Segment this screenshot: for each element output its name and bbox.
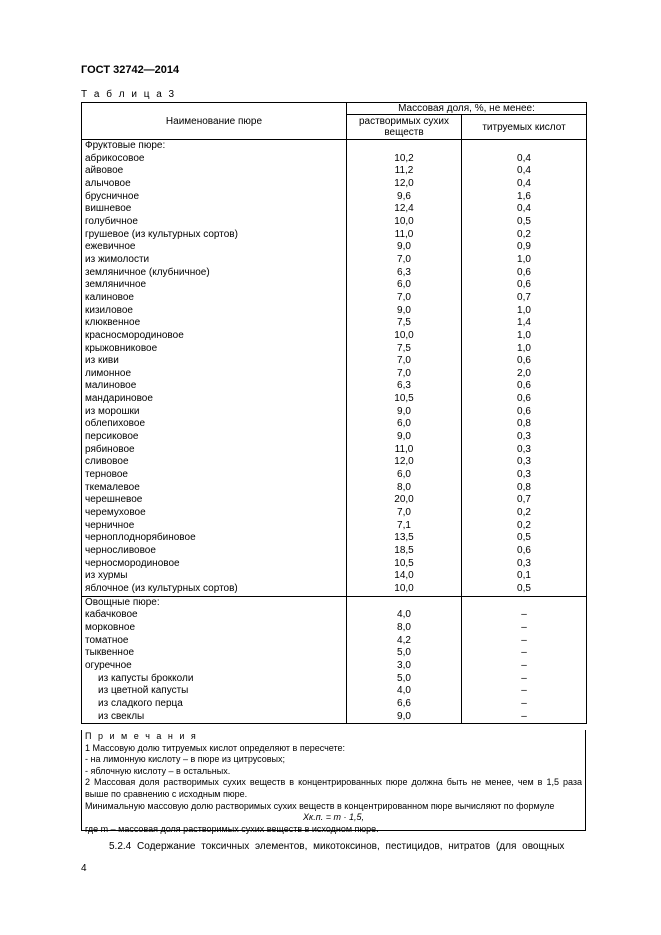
- row-acid-value: 0,3: [462, 456, 587, 469]
- row-acid-value: –: [462, 622, 587, 635]
- row-acid-value: –: [462, 698, 587, 711]
- row-acid-value: 0,2: [462, 507, 587, 520]
- row-dry-value: 4,0: [347, 609, 462, 622]
- row-name: томатное: [82, 635, 347, 648]
- row-dry-value: 6,0: [347, 279, 462, 292]
- row-dry-value: 9,6: [347, 191, 462, 204]
- puree-table: [81, 102, 587, 724]
- table-row: [82, 698, 587, 711]
- row-dry-value: 7,0: [347, 507, 462, 520]
- row-acid-value: 0,9: [462, 241, 587, 254]
- table-row: [82, 229, 587, 242]
- row-acid-value: –: [462, 635, 587, 648]
- row-dry-value: 5,0: [347, 647, 462, 660]
- table-row: [82, 305, 587, 318]
- row-dry-value: 10,5: [347, 558, 462, 571]
- row-dry-value: 7,0: [347, 355, 462, 368]
- section-veg-header: Овощные пюре:: [82, 596, 347, 609]
- row-dry-value: 6,0: [347, 469, 462, 482]
- table-row: [82, 216, 587, 229]
- row-dry-value: 6,6: [347, 698, 462, 711]
- table-notes: [81, 730, 586, 834]
- row-name: черемуховое: [82, 507, 347, 520]
- row-name: из жимолости: [82, 254, 347, 267]
- table-row: [82, 456, 587, 469]
- row-dry-value: 6,3: [347, 267, 462, 280]
- row-acid-value: 0,3: [462, 469, 587, 482]
- row-dry-value: 8,0: [347, 622, 462, 635]
- table-row: [82, 685, 587, 698]
- row-acid-value: 0,4: [462, 203, 587, 216]
- row-acid-value: 0,8: [462, 482, 587, 495]
- table-row: [82, 545, 587, 558]
- row-dry-value: 6,3: [347, 380, 462, 393]
- table-row: [82, 406, 587, 419]
- row-name: из цветной капусты: [82, 685, 347, 698]
- row-dry-value: 9,0: [347, 406, 462, 419]
- row-acid-value: 0,6: [462, 355, 587, 368]
- table-row: [82, 558, 587, 571]
- table-row: [82, 380, 587, 393]
- row-dry-value: 7,0: [347, 368, 462, 381]
- row-name: черноплоднорябиновое: [82, 532, 347, 545]
- row-dry-value: 7,1: [347, 520, 462, 533]
- row-name: черешневое: [82, 494, 347, 507]
- row-acid-value: 0,5: [462, 583, 587, 596]
- row-name: из морошки: [82, 406, 347, 419]
- row-dry-value: 4,0: [347, 685, 462, 698]
- row-acid-value: 0,2: [462, 520, 587, 533]
- table-row: [82, 431, 587, 444]
- row-acid-value: –: [462, 660, 587, 673]
- table-row: [82, 254, 587, 267]
- row-dry-value: 10,5: [347, 393, 462, 406]
- row-name: яблочное (из культурных сортов): [82, 583, 347, 596]
- row-dry-value: 10,0: [347, 330, 462, 343]
- table-row: [82, 393, 587, 406]
- row-acid-value: 1,0: [462, 254, 587, 267]
- row-name: ежевичное: [82, 241, 347, 254]
- row-dry-value: 7,5: [347, 317, 462, 330]
- table-row: [82, 418, 587, 431]
- row-dry-value: 9,0: [347, 711, 462, 724]
- row-dry-value: 5,0: [347, 673, 462, 686]
- notes-title: П р и м е ч а н и я: [85, 731, 198, 741]
- row-dry-value: 12,0: [347, 456, 462, 469]
- table-row: [82, 355, 587, 368]
- section-fruit-header: Фруктовые пюре:: [82, 140, 347, 153]
- row-acid-value: –: [462, 685, 587, 698]
- row-acid-value: 0,5: [462, 216, 587, 229]
- row-acid-value: 0,6: [462, 267, 587, 280]
- row-dry-value: 9,0: [347, 305, 462, 318]
- table-row: [82, 444, 587, 457]
- row-name: облепиховое: [82, 418, 347, 431]
- formula: Xк.п. = m · 1,5,: [303, 812, 364, 823]
- row-acid-value: 1,4: [462, 317, 587, 330]
- row-name: огуречное: [82, 660, 347, 673]
- row-name: из хурмы: [82, 570, 347, 583]
- row-name: клюквенное: [82, 317, 347, 330]
- table-caption: Т а б л и ц а 3: [81, 89, 177, 100]
- row-name: сливовое: [82, 456, 347, 469]
- row-acid-value: 1,0: [462, 343, 587, 356]
- row-acid-value: –: [462, 609, 587, 622]
- row-dry-value: 20,0: [347, 494, 462, 507]
- table-row: [82, 507, 587, 520]
- row-name: из свеклы: [82, 711, 347, 724]
- table-row: [82, 482, 587, 495]
- row-dry-value: 10,0: [347, 216, 462, 229]
- row-name: из киви: [82, 355, 347, 368]
- row-dry-value: 13,5: [347, 532, 462, 545]
- row-acid-value: 0,2: [462, 229, 587, 242]
- table-row: [82, 520, 587, 533]
- row-dry-value: 10,0: [347, 583, 462, 596]
- row-name: мандариновое: [82, 393, 347, 406]
- table-row: [82, 267, 587, 280]
- table-row: [82, 279, 587, 292]
- row-dry-value: 9,0: [347, 241, 462, 254]
- row-name: ткемалевое: [82, 482, 347, 495]
- row-acid-value: 0,6: [462, 393, 587, 406]
- row-name: алычовое: [82, 178, 347, 191]
- row-acid-value: 0,7: [462, 292, 587, 305]
- table-row: [82, 292, 587, 305]
- table-row: [82, 343, 587, 356]
- table-row: [82, 153, 587, 166]
- col-header-dry: растворимых сухих веществ: [347, 115, 462, 140]
- note-3: Минимальную массовую долю растворимых сухих веществ в концентрированном пюре вычисляют по формуле: [85, 800, 555, 811]
- row-dry-value: 6,0: [347, 418, 462, 431]
- row-acid-value: 0,3: [462, 431, 587, 444]
- row-dry-value: 12,0: [347, 178, 462, 191]
- row-acid-value: 0,4: [462, 153, 587, 166]
- table-row: [82, 241, 587, 254]
- row-name: земляничное: [82, 279, 347, 292]
- row-name: вишневое: [82, 203, 347, 216]
- row-name: терновое: [82, 469, 347, 482]
- page-number: 4: [81, 863, 87, 874]
- table-row: [82, 711, 587, 724]
- row-name: лимонное: [82, 368, 347, 381]
- table-row: [82, 469, 587, 482]
- row-name: рябиновое: [82, 444, 347, 457]
- note-1a: - на лимонную кислоту – в пюре из цитрусовых;: [85, 754, 286, 765]
- row-acid-value: –: [462, 711, 587, 724]
- row-dry-value: 8,0: [347, 482, 462, 495]
- row-dry-value: 11,0: [347, 229, 462, 242]
- row-dry-value: 7,5: [347, 343, 462, 356]
- row-acid-value: 0,3: [462, 444, 587, 457]
- row-name: черничное: [82, 520, 347, 533]
- row-acid-value: 0,3: [462, 558, 587, 571]
- row-acid-value: 1,0: [462, 330, 587, 343]
- table-row: [82, 570, 587, 583]
- table-row: [82, 647, 587, 660]
- row-name: тыквенное: [82, 647, 347, 660]
- table-row: [82, 317, 587, 330]
- row-name: морковное: [82, 622, 347, 635]
- row-name: земляничное (клубничное): [82, 267, 347, 280]
- row-dry-value: 12,4: [347, 203, 462, 216]
- table-row: [82, 622, 587, 635]
- row-name: малиновое: [82, 380, 347, 393]
- row-acid-value: 0,6: [462, 380, 587, 393]
- row-acid-value: 0,4: [462, 165, 587, 178]
- row-acid-value: 0,4: [462, 178, 587, 191]
- row-acid-value: 0,6: [462, 545, 587, 558]
- table-row: [82, 330, 587, 343]
- row-dry-value: 14,0: [347, 570, 462, 583]
- table-row: [82, 635, 587, 648]
- row-acid-value: 0,8: [462, 418, 587, 431]
- col-header-acid: титруемых кислот: [462, 115, 587, 140]
- row-name: черносмородиновое: [82, 558, 347, 571]
- table-row: [82, 673, 587, 686]
- row-name: голубичное: [82, 216, 347, 229]
- row-acid-value: 1,6: [462, 191, 587, 204]
- row-dry-value: 9,0: [347, 431, 462, 444]
- note-1: 1 Массовую долю титруемых кислот определяют в пересчете:: [85, 742, 346, 753]
- row-name: персиковое: [82, 431, 347, 444]
- row-name: из капусты брокколи: [82, 673, 347, 686]
- note-1b: - яблочную кислоту – в остальных.: [85, 765, 231, 776]
- table-row: [82, 494, 587, 507]
- row-acid-value: 0,5: [462, 532, 587, 545]
- row-name: из сладкого перца: [82, 698, 347, 711]
- row-acid-value: 0,6: [462, 406, 587, 419]
- row-acid-value: 0,1: [462, 570, 587, 583]
- row-acid-value: 0,6: [462, 279, 587, 292]
- row-dry-value: 18,5: [347, 545, 462, 558]
- table-row: [82, 203, 587, 216]
- row-dry-value: 11,0: [347, 444, 462, 457]
- row-name: черносливовое: [82, 545, 347, 558]
- row-acid-value: –: [462, 647, 587, 660]
- row-dry-value: 7,0: [347, 254, 462, 267]
- row-name: кабачковое: [82, 609, 347, 622]
- row-name: калиновое: [82, 292, 347, 305]
- table-row: [82, 660, 587, 673]
- row-acid-value: 2,0: [462, 368, 587, 381]
- table-row: [82, 178, 587, 191]
- table-row: [82, 532, 587, 545]
- row-acid-value: 1,0: [462, 305, 587, 318]
- row-name: абрикосовое: [82, 153, 347, 166]
- row-name: крыжовниковое: [82, 343, 347, 356]
- section-paragraph: 5.2.4 Содержание токсичных элементов, микотоксинов, пестицидов, нитратов (для овощных: [109, 841, 565, 852]
- document-code: ГОСТ 32742—2014: [81, 64, 180, 76]
- row-dry-value: 10,2: [347, 153, 462, 166]
- col-header-group: Массовая доля, %, не менее:: [347, 103, 587, 115]
- row-acid-value: 0,7: [462, 494, 587, 507]
- formula-where: где m – массовая доля растворимых сухих веществ в исходном пюре.: [85, 823, 379, 834]
- table-row: [82, 368, 587, 381]
- col-header-name: Наименование пюре: [82, 103, 347, 140]
- row-name: грушевое (из культурных сортов): [82, 229, 347, 242]
- table-row: [82, 609, 587, 622]
- table-row: [82, 165, 587, 178]
- row-dry-value: 7,0: [347, 292, 462, 305]
- row-acid-value: –: [462, 673, 587, 686]
- table-row: [82, 583, 587, 596]
- row-name: брусничное: [82, 191, 347, 204]
- row-name: айвовое: [82, 165, 347, 178]
- row-dry-value: 11,2: [347, 165, 462, 178]
- row-name: кизиловое: [82, 305, 347, 318]
- table-row: [82, 191, 587, 204]
- row-dry-value: 4,2: [347, 635, 462, 648]
- row-name: красносмородиновое: [82, 330, 347, 343]
- row-dry-value: 3,0: [347, 660, 462, 673]
- note-2: 2 Массовая доля растворимых сухих веществ в концентрированных пюре должна быть не менее, чем в 1,5 раза выше по сравнению с исходным пюре.: [85, 777, 582, 799]
